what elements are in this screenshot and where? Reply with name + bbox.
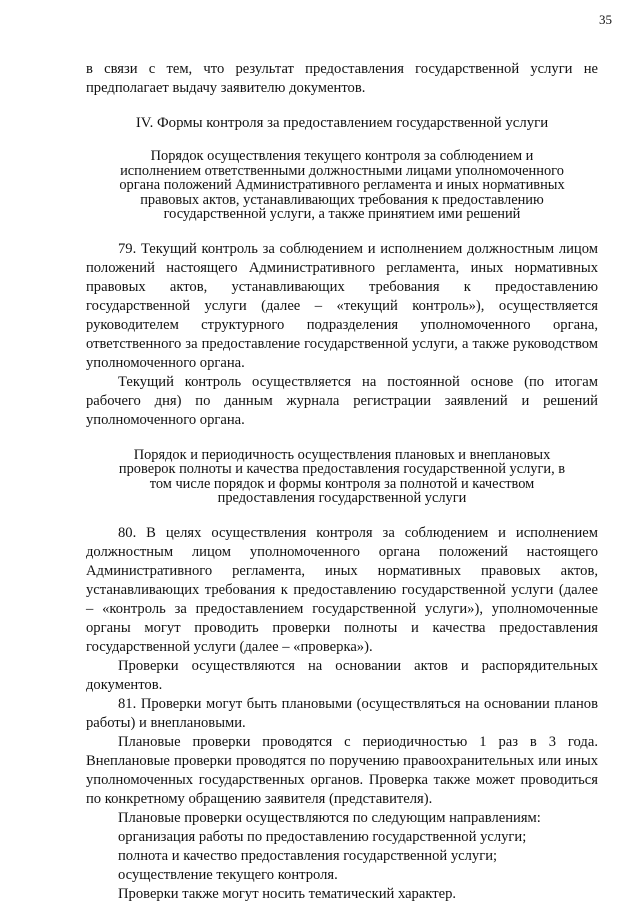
list-item: организация работы по предоставлению государственной услуги;	[118, 828, 527, 845]
document-body	[86, 60, 598, 904]
paragraph-81: 81. Проверки могут быть плановыми (осуществляться на основании планов работы) и внеплановыми.	[86, 695, 598, 731]
list-item: полнота и качество предоставления государственной услуги;	[118, 847, 498, 864]
subheading-current-control: Порядок осуществления текущего контроля за соблюдением и исполнением ответственными должностными лицами уполномоченного органа положений Административного регламента и иных нормативных правовых актов, устанавливающих требования к предоставлению государственной услуги, а также принятием ими решений	[119, 148, 565, 222]
subheading-inspections: Порядок и периодичность осуществления плановых и внеплановых проверок полноты и качества предоставления государственной услуги, в том числе порядок и формы контроля за полнотой и качеством предоставления государственной услуги	[118, 446, 566, 506]
section-title: IV. Формы контроля за предоставлением государственной услуги	[135, 115, 549, 131]
paragraph-80-continued: Проверки осуществляются на основании актов и распорядительных документов.	[86, 657, 598, 693]
paragraph-thematic: Проверки также могут носить тематический характер.	[118, 885, 457, 902]
paragraph-79-continued: Текущий контроль осуществляется на постоянной основе (по итогам рабочего дня) по данным журнала регистрации заявлений и решений уполномоченного органа.	[86, 373, 598, 428]
directions-list	[86, 828, 598, 885]
paragraph-81-schedule: Плановые проверки проводятся с периодичностью 1 раз в 3 года. Внеплановые проверки проводятся по поручению правоохранительных или иных уполномоченных государственных органов. Проверка также может проводиться по конкретному обращению заявителя (представителя).	[86, 733, 598, 807]
paragraph-79: 79. Текущий контроль за соблюдением и исполнением должностным лицом положений настоящего Административного регламента, иных нормативных правовых актов, устанавливающих требования к предоставлению государственной услуги (далее – «текущий контроль»), осуществляется руководителем структурного подразделения уполномоченного органа, ответственного за предоставление государственной услуги, а также руководством уполномоченного органа.	[86, 240, 598, 371]
paragraph-80: 80. В целях осуществления контроля за соблюдением и исполнением должностным лицом уполномоченного органа положений настоящего Административного регламента, иных нормативных правовых актов, устанавливающих требования к предоставлению государственной услуги (далее – «контроль за предоставлением государственной услуги»), уполномоченные органы могут проводить проверки полноты и качества предоставления государственной услуги (далее – «проверка»).	[86, 524, 598, 655]
paragraph-81-directions-intro: Плановые проверки осуществляются по следующим направлениям:	[118, 809, 541, 826]
page-number: 35	[599, 12, 612, 27]
intro-paragraph: в связи с тем, что результат предоставления государственной услуги не предполагает выдачу заявителю документов.	[86, 61, 598, 96]
list-item: осуществление текущего контроля.	[118, 866, 338, 883]
